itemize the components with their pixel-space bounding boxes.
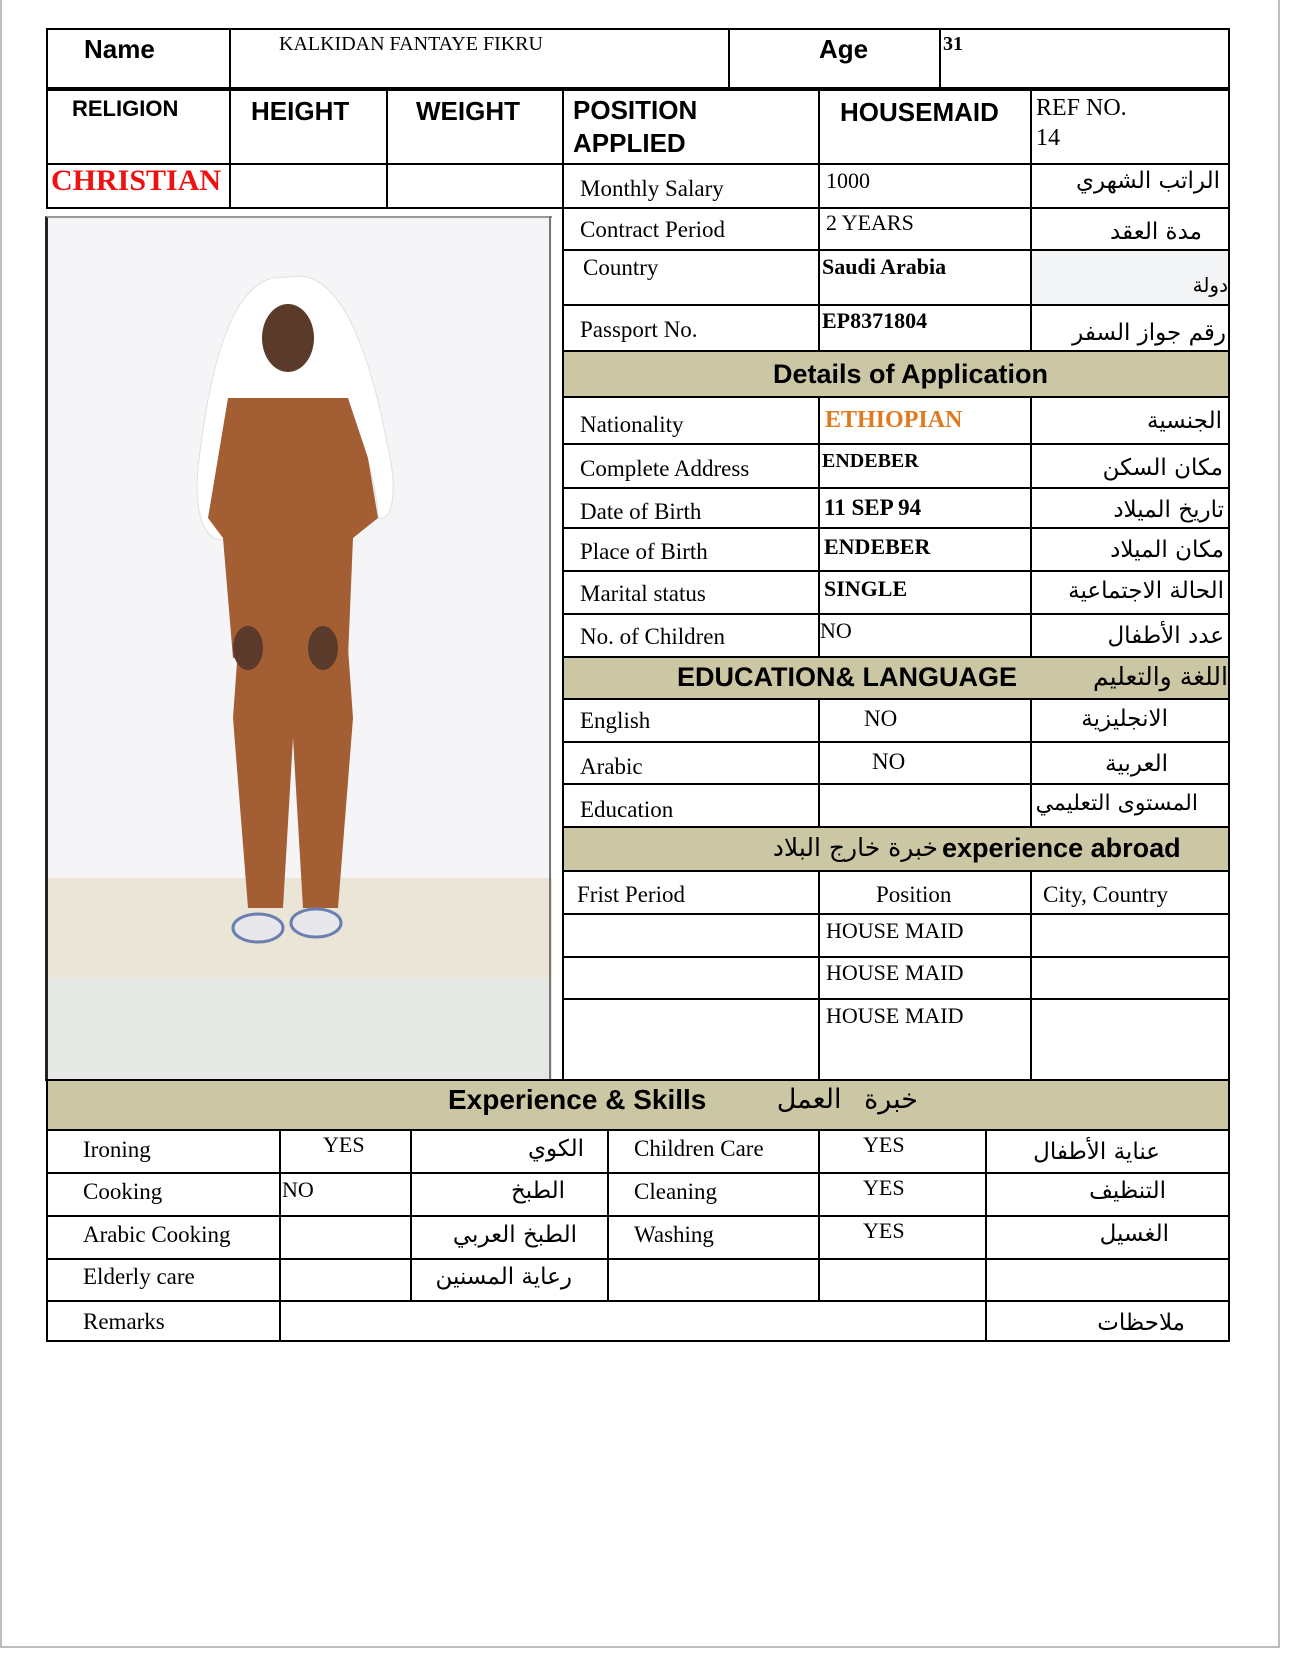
children-care-ar: عناية الأطفال — [1033, 1139, 1160, 1165]
marital-ar: الحالة الاجتماعية — [1068, 578, 1224, 604]
country-value: Saudi Arabia — [822, 254, 947, 279]
washing-ar: الغسيل — [1099, 1221, 1169, 1247]
education-ar: المستوى التعليمي — [1035, 791, 1198, 816]
english-value: NO — [864, 706, 898, 731]
abroad-row-3-position: HOUSE MAID — [826, 1003, 964, 1028]
elderly-care-ar: رعاية المسنين — [435, 1264, 572, 1290]
monthly-salary-label: Monthly Salary — [580, 176, 724, 201]
children-care-label: Children Care — [634, 1136, 764, 1161]
position-value: HOUSEMAID — [840, 97, 999, 127]
dob-value: 11 SEP 94 — [824, 495, 922, 520]
washing-value: YES — [863, 1218, 905, 1243]
abroad-title-ar: خبرة خارج البلاد — [772, 833, 938, 862]
arabic-ar: العربية — [1105, 751, 1168, 777]
cleaning-label: Cleaning — [634, 1179, 718, 1204]
abroad-row-1-position: HOUSE MAID — [826, 918, 964, 943]
pob-label: Place of Birth — [580, 539, 708, 564]
religion-label: RELIGION — [72, 96, 179, 121]
pob-ar: مكان الميلاد — [1110, 537, 1224, 563]
abroad-col-position: Position — [876, 882, 952, 907]
height-label: HEIGHT — [251, 96, 350, 126]
children-ar: عدد الأطفال — [1107, 623, 1224, 649]
remarks-label: Remarks — [83, 1309, 165, 1334]
elderly-care-label: Elderly care — [83, 1264, 195, 1289]
contract-period-ar: مدة العقد — [1110, 219, 1202, 245]
children-label: No. of Children — [580, 624, 726, 649]
weight-label: WEIGHT — [416, 96, 520, 126]
abroad-col-period: Frist Period — [577, 882, 685, 907]
name-label: Name — [84, 34, 155, 64]
education-title: EDUCATION& LANGUAGE — [677, 662, 1017, 692]
abroad-row-2-position: HOUSE MAID — [826, 960, 964, 985]
nationality-label: Nationality — [580, 412, 684, 437]
contract-period-value: 2 YEARS — [826, 210, 914, 235]
ref-value: 14 — [1036, 125, 1060, 151]
education-label: Education — [580, 797, 674, 822]
arabic-cooking-label: Arabic Cooking — [83, 1222, 231, 1247]
cooking-value: NO — [282, 1177, 314, 1202]
age-value: 31 — [943, 33, 963, 55]
contract-period-label: Contract Period — [580, 217, 725, 242]
arabic-label: Arabic — [580, 754, 643, 779]
monthly-salary-ar: الراتب الشهري — [1076, 168, 1220, 194]
cooking-ar: الطبخ — [510, 1178, 565, 1204]
ironing-ar: الكوي — [528, 1136, 584, 1162]
religion-value: CHRISTIAN — [51, 164, 222, 197]
abroad-col-city: City, Country — [1043, 882, 1169, 907]
address-ar: مكان السكن — [1102, 455, 1223, 481]
address-value: ENDEBER — [822, 450, 919, 472]
passport-ar: رقم جواز السفر — [1072, 320, 1226, 346]
cleaning-value: YES — [863, 1175, 905, 1200]
cooking-label: Cooking — [83, 1179, 163, 1204]
details-title: Details of Application — [773, 359, 1049, 389]
position-label-line2: APPLIED — [573, 128, 686, 158]
education-title-ar: اللغة والتعليم — [1093, 662, 1228, 691]
country-label: Country — [583, 255, 659, 280]
cleaning-ar: التنظيف — [1089, 1178, 1166, 1204]
applicant-figure-illustration — [48, 218, 552, 1081]
name-value: KALKIDAN FANTAYE FIKRU — [279, 33, 543, 55]
passport-value: EP8371804 — [822, 308, 928, 333]
ironing-label: Ironing — [83, 1137, 151, 1162]
age-label: Age — [819, 34, 869, 64]
passport-label: Passport No. — [580, 317, 698, 342]
washing-label: Washing — [634, 1222, 714, 1247]
children-value: NO — [820, 618, 852, 643]
nationality-ar: الجنسية — [1147, 408, 1222, 434]
arabic-value: NO — [872, 749, 906, 774]
country-ar: دولة — [1192, 273, 1228, 297]
skills-title: Experience & Skills — [448, 1084, 707, 1115]
english-ar: الانجليزية — [1081, 706, 1168, 732]
english-label: English — [580, 708, 651, 733]
dob-label: Date of Birth — [580, 499, 702, 524]
skills-title-ar: خبرة العمل — [776, 1084, 918, 1115]
children-care-value: YES — [863, 1132, 905, 1157]
marital-label: Marital status — [580, 581, 706, 606]
name-row — [46, 28, 1230, 89]
ironing-value: YES — [323, 1132, 365, 1157]
abroad-title: experience abroad — [942, 833, 1181, 863]
nationality-value: ETHIOPIAN — [825, 407, 963, 433]
ref-label: REF NO. — [1036, 95, 1127, 121]
dob-ar: تاريخ الميلاد — [1113, 497, 1224, 523]
monthly-salary-value: 1000 — [826, 168, 870, 193]
address-label: Complete Address — [580, 456, 750, 481]
arabic-cooking-ar: الطبخ العربي — [452, 1222, 577, 1248]
position-label-line1: POSITION — [573, 95, 698, 125]
remarks-ar: ملاحظات — [1097, 1310, 1185, 1336]
marital-value: SINGLE — [824, 576, 908, 601]
applicant-photo — [45, 216, 552, 1081]
pob-value: ENDEBER — [824, 534, 931, 559]
